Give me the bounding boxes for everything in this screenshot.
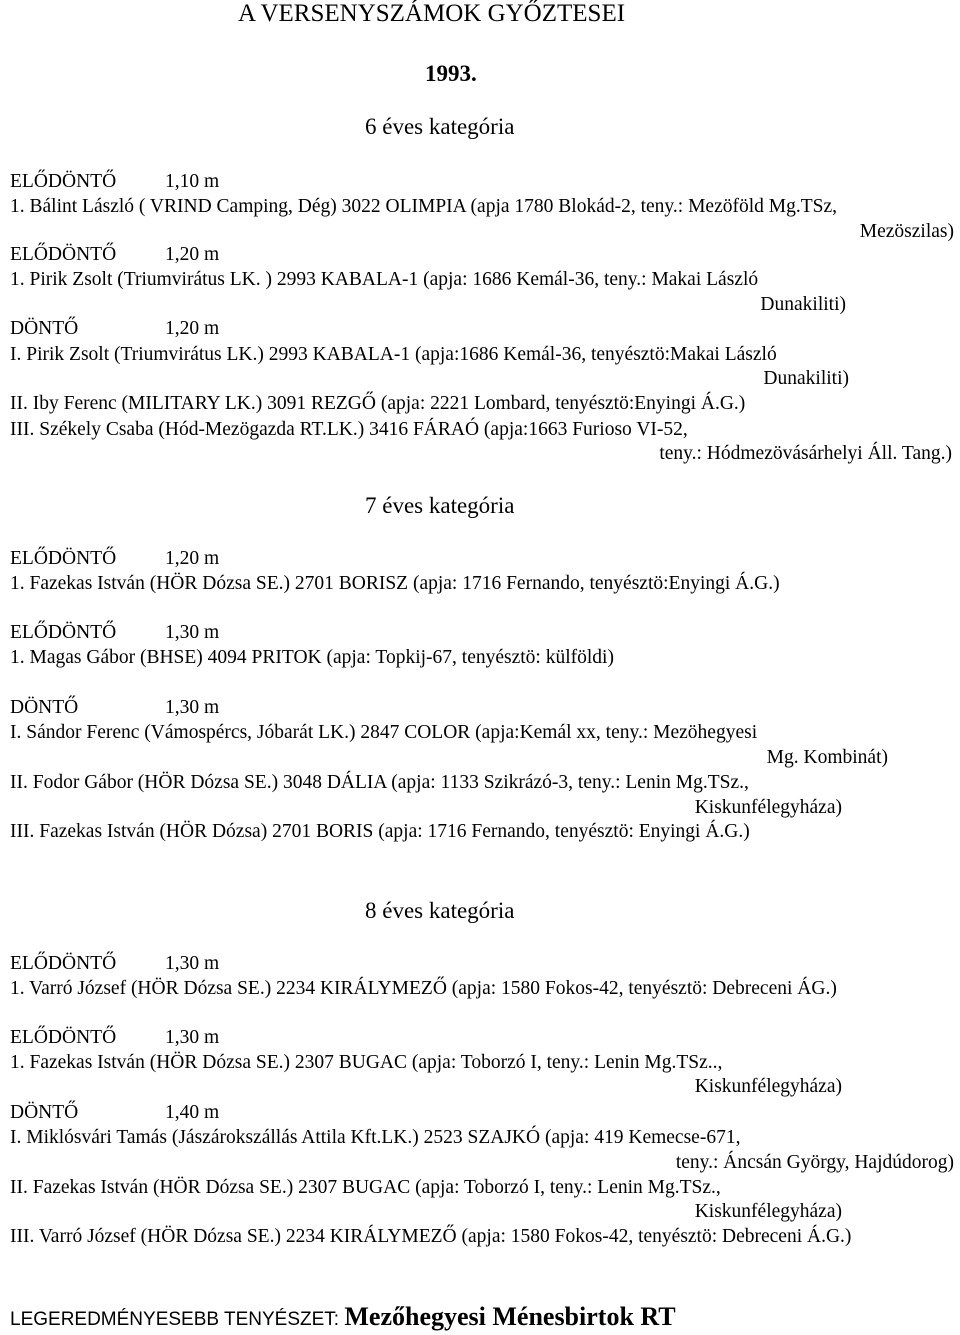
result-line: II. Fodor Gábor (HÖR Dózsa SE.) 3048 DÁLIA (apja: 1133 Szikrázó-3, teny.: Lenin Mg.TSz.,: [10, 772, 749, 793]
race-header: [10, 1101, 219, 1125]
result-line-cont: Mezöszilas): [859, 221, 954, 242]
race-header: [10, 547, 219, 571]
race-height: 1,30 m: [165, 1027, 220, 1048]
result-line: I. Sándor Ferenc (Vámospércs, Jóbarát LK.) 2847 COLOR (apja:Kemál xx, teny.: Mezöhegyesi: [10, 722, 758, 743]
result-line: III. Székely Csaba (Hód-Mezögazda RT.LK.) 3416 FÁRAÓ (apja:1663 Furioso VI-52,: [10, 419, 688, 440]
best-breeder-line: [10, 1302, 676, 1335]
result-line: 1. Fazekas István (HÖR Dózsa SE.) 2307 BUGAC (apja: Toborzó I, teny.: Lenin Mg.TSz..,: [10, 1052, 723, 1073]
category-heading-8: 8 éves kategória: [365, 898, 515, 923]
year-heading: 1993.: [425, 61, 477, 86]
result-line-cont: Kiskunfélegyháza): [694, 797, 842, 818]
race-header: [10, 317, 219, 341]
race-type: ELŐDÖNTŐ: [10, 548, 117, 569]
result-line-cont: Kiskunfélegyháza): [694, 1201, 842, 1222]
race-height: 1,20 m: [165, 318, 220, 339]
race-header: [10, 243, 219, 267]
result-line-cont: Kiskunfélegyháza): [694, 1076, 842, 1097]
result-line: 1. Varró József (HÖR Dózsa SE.) 2234 KIRÁLYMEZŐ (apja: 1580 Fokos-42, tenyésztö: Debreceni ÁG.): [10, 978, 837, 999]
race-type: ELŐDÖNTŐ: [10, 622, 117, 643]
race-type: ELŐDÖNTŐ: [10, 1027, 117, 1048]
race-header: [10, 621, 219, 645]
result-line: I. Pirik Zsolt (Triumvirátus LK.) 2993 KABALA-1 (apja:1686 Kemál-36, tenyésztö:Makai László: [10, 344, 777, 365]
result-line: III. Varró József (HÖR Dózsa SE.) 2234 KIRÁLYMEZŐ (apja: 1580 Fokos-42, tenyésztö: Debreceni Á.G.): [10, 1226, 852, 1247]
result-line: 1. Magas Gábor (BHSE) 4094 PRITOK (apja: Topkij-67, tenyésztö: külföldi): [10, 647, 614, 668]
result-line: 1. Fazekas István (HÖR Dózsa SE.) 2701 BORISZ (apja: 1716 Fernando, tenyésztö:Enyingi Á.G.): [10, 573, 780, 594]
result-line: I. Miklósvári Tamás (Jászárokszállás Attila Kft.LK.) 2523 SZAJKÓ (apja: 419 Kemecse-671,: [10, 1127, 741, 1148]
race-height: 1,10 m: [165, 171, 220, 192]
result-line-cont: Dunakiliti): [763, 368, 849, 389]
result-line: II. Iby Ferenc (MILITARY LK.) 3091 REZGŐ (apja: 2221 Lombard, tenyésztö:Enyingi Á.G.): [10, 393, 746, 414]
race-height: 1,40 m: [165, 1102, 220, 1123]
race-header: [10, 952, 219, 976]
race-type: DÖNTŐ: [10, 697, 79, 718]
category-heading-6: 6 éves kategória: [365, 114, 515, 139]
race-height: 1,30 m: [165, 697, 220, 718]
result-line: III. Fazekas István (HÖR Dózsa) 2701 BORIS (apja: 1716 Fernando, tenyésztö: Enyingi Á.G.): [10, 821, 750, 842]
result-line-cont: teny.: Hódmezövásárhelyi Áll. Tang.): [659, 443, 952, 464]
race-type: ELŐDÖNTŐ: [10, 244, 117, 265]
race-header: [10, 1026, 219, 1050]
race-type: DÖNTŐ: [10, 318, 79, 339]
race-height: 1,20 m: [165, 244, 220, 265]
race-header: [10, 696, 219, 720]
result-line-cont: teny.: Áncsán György, Hajdúdorog): [675, 1152, 954, 1173]
best-breeder-label: LEGEREDMÉNYESEBB TENYÉSZET:: [10, 1309, 345, 1330]
result-line: II. Fazekas István (HÖR Dózsa SE.) 2307 BUGAC (apja: Toborzó I, teny.: Lenin Mg.TSz.,: [10, 1177, 721, 1198]
category-heading-7: 7 éves kategória: [365, 493, 515, 518]
document-title: A VERSENYSZÁMOK GYŐZTESEI: [238, 0, 626, 27]
race-type: ELŐDÖNTŐ: [10, 953, 117, 974]
best-breeder-value: Mezőhegyesi Ménesbirtok RT: [344, 1302, 676, 1331]
race-type: DÖNTŐ: [10, 1102, 79, 1123]
race-header: [10, 170, 219, 194]
result-line: 1. Pirik Zsolt (Triumvirátus LK. ) 2993 KABALA-1 (apja: 1686 Kemál-36, teny.: Makai László: [10, 269, 759, 290]
race-type: ELŐDÖNTŐ: [10, 171, 117, 192]
result-line-cont: Dunakiliti): [760, 294, 846, 315]
race-height: 1,30 m: [165, 953, 220, 974]
result-line: 1. Bálint László ( VRIND Camping, Dég) 3022 OLIMPIA (apja 1780 Blokád-2, teny.: Mezöföld Mg.TSz,: [10, 196, 838, 217]
race-height: 1,20 m: [165, 548, 220, 569]
race-height: 1,30 m: [165, 622, 220, 643]
result-line-cont: Mg. Kombinát): [766, 747, 888, 768]
